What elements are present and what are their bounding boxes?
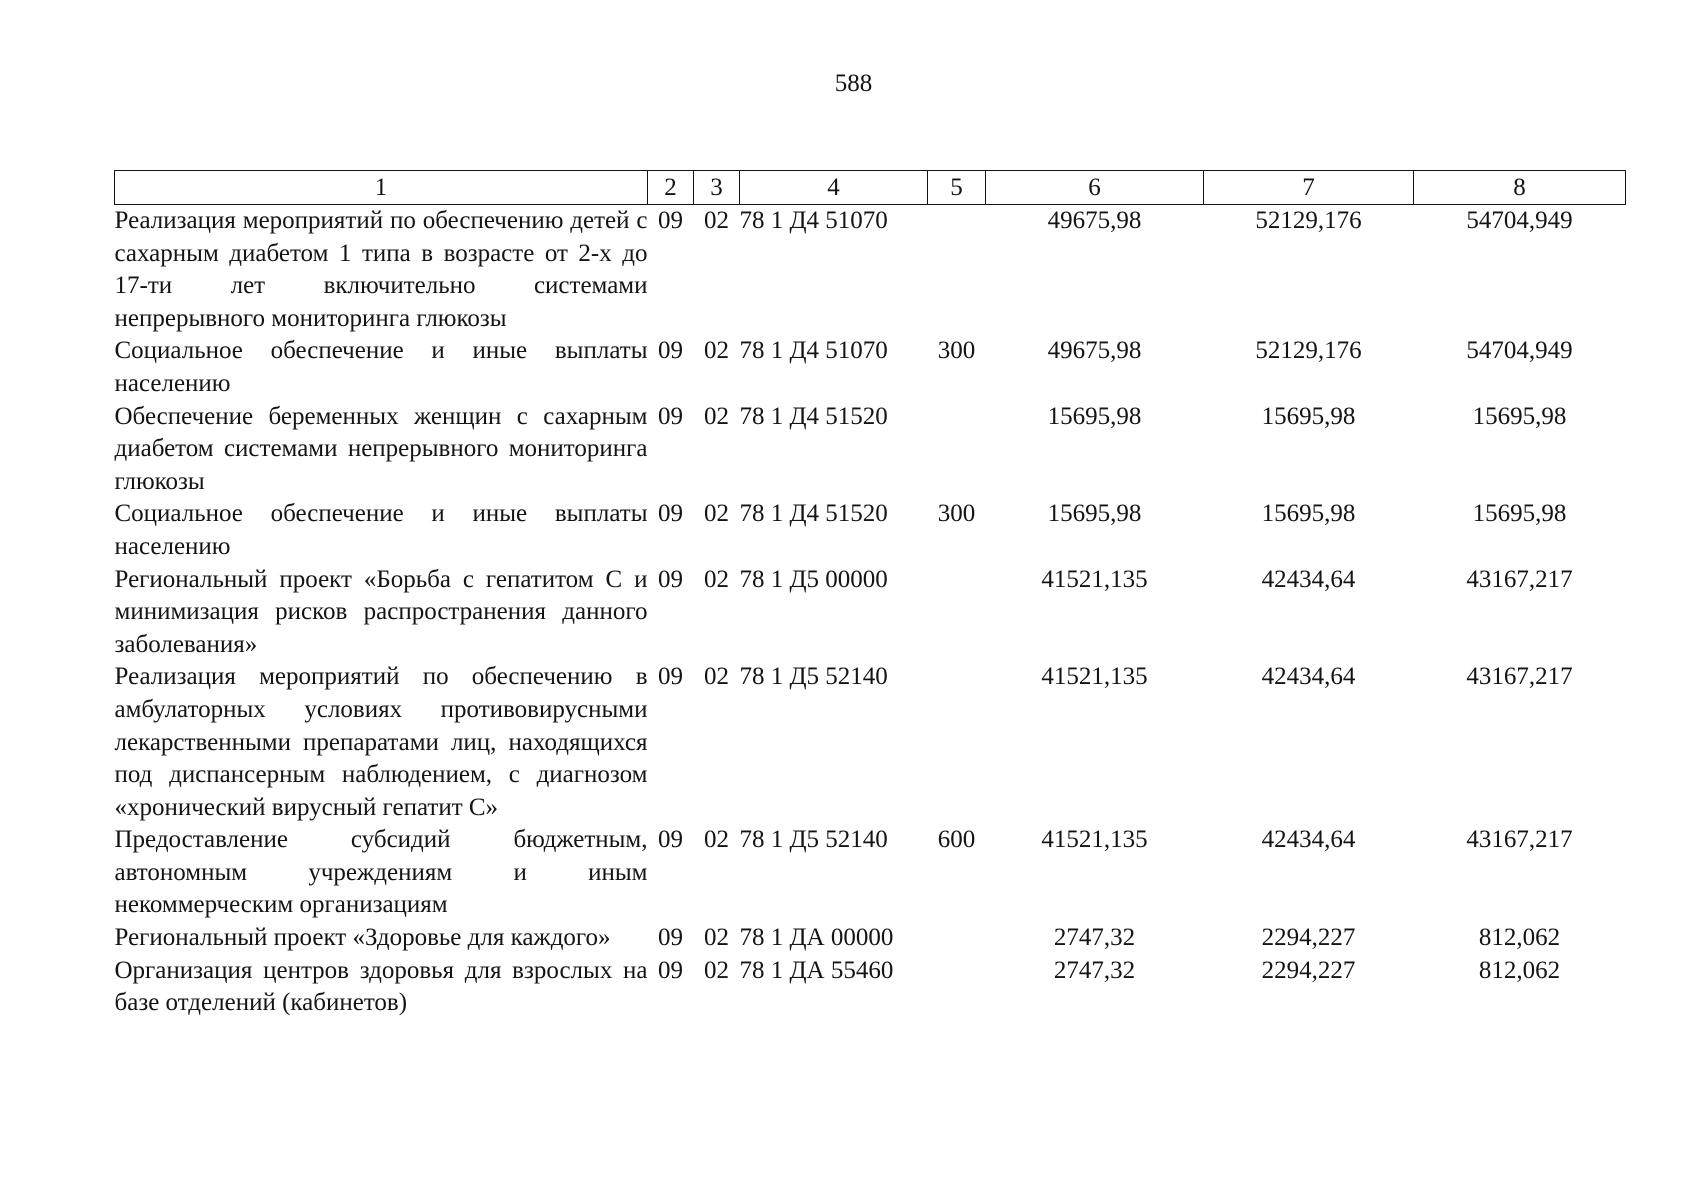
table-row — [115, 564, 1626, 662]
row-subsection: 02 — [704, 207, 729, 234]
row-amount-8: 43167,217 — [1466, 565, 1573, 593]
row-section: 09 — [658, 565, 683, 593]
row-subsection: 02 — [704, 337, 729, 365]
row-expense-type — [928, 661, 986, 824]
row-amount-6: 49675,98 — [1047, 207, 1142, 234]
row-name: Предоставление субсидий бюджетным, автономным учреждениям и иным некоммерческим организациям — [114, 826, 648, 919]
table-row — [115, 205, 1626, 336]
row-amount-6: 2747,32 — [1053, 924, 1136, 952]
row-expense-type — [928, 401, 986, 499]
row-expense-type — [928, 205, 986, 336]
row-amount-7: 2294,227 — [1261, 924, 1356, 952]
row-section: 09 — [658, 924, 683, 952]
row-amount-6: 41521,135 — [1041, 565, 1148, 593]
column-header-5: 5 — [928, 171, 986, 205]
table-row — [115, 955, 1626, 1020]
row-target-code: 78 1 Д5 52140 — [739, 826, 888, 854]
row-name: Обеспечение беременных женщин с сахарным диабетом системами непрерывного мониторинга глюкозы — [114, 402, 648, 495]
row-expense-type — [928, 564, 986, 662]
header-row — [115, 171, 1626, 205]
row-section: 09 — [658, 402, 683, 430]
row-amount-8: 43167,217 — [1466, 663, 1573, 691]
row-name: Социальное обеспечение и иные выплаты населению — [114, 337, 648, 397]
row-expense-type — [928, 922, 986, 955]
column-header-6: 6 — [986, 171, 1204, 205]
row-section: 09 — [658, 337, 683, 365]
row-name: Реализация мероприятий по обеспечению в амбулаторных условиях противовирусными лекарственными препаратами лиц, находящихся под диспансерным наблюдением, с диагнозом «хронический вирусный гепатит С» — [114, 663, 648, 821]
row-amount-6: 41521,135 — [1041, 826, 1148, 854]
row-amount-7: 52129,176 — [1255, 207, 1362, 234]
row-subsection: 02 — [704, 402, 729, 430]
column-header-7: 7 — [1204, 171, 1414, 205]
row-amount-8: 54704,949 — [1466, 337, 1573, 365]
row-expense-type: 600 — [937, 826, 976, 854]
row-target-code: 78 1 Д4 51070 — [739, 337, 888, 365]
row-subsection: 02 — [704, 663, 729, 691]
row-subsection: 02 — [704, 956, 729, 984]
row-amount-6: 49675,98 — [1047, 337, 1142, 365]
row-target-code: 78 1 Д5 52140 — [739, 663, 888, 691]
row-target-code: 78 1 Д4 51520 — [739, 500, 888, 528]
row-name: Организация центров здоровья для взрослых на базе отделений (кабинетов) — [114, 956, 648, 1017]
row-section: 09 — [658, 207, 683, 234]
row-amount-8: 54704,949 — [1466, 207, 1573, 234]
column-header-2: 2 — [648, 171, 694, 205]
row-expense-type: 300 — [937, 500, 976, 528]
row-amount-8: 15695,98 — [1472, 500, 1567, 528]
row-name: Реализация мероприятий по обеспечению детей с сахарным диабетом 1 типа в возрасте от 2-х до 17-ти лет включительно системами непрерывного мониторинга глюкозы — [114, 207, 648, 332]
row-amount-6: 15695,98 — [1047, 402, 1142, 430]
row-name: Социальное обеспечение и иные выплаты населению — [114, 500, 648, 560]
page-number: 588 — [834, 70, 873, 97]
row-target-code: 78 1 ДА 00000 — [739, 924, 894, 952]
row-section: 09 — [658, 500, 683, 528]
column-header-8: 8 — [1414, 171, 1626, 205]
table-row — [115, 335, 1626, 400]
row-amount-8: 15695,98 — [1472, 402, 1567, 430]
row-target-code: 78 1 ДА 55460 — [739, 956, 894, 984]
row-amount-6: 2747,32 — [1053, 956, 1136, 984]
row-section: 09 — [658, 956, 683, 984]
table-row — [115, 401, 1626, 499]
row-subsection: 02 — [704, 565, 729, 593]
table-row — [115, 824, 1626, 922]
row-amount-8: 43167,217 — [1466, 826, 1573, 854]
row-target-code: 78 1 Д5 00000 — [739, 565, 888, 593]
row-amount-7: 52129,176 — [1255, 337, 1362, 365]
row-amount-8: 812,062 — [1478, 956, 1561, 984]
row-subsection: 02 — [704, 500, 729, 528]
budget-table — [114, 170, 1626, 1020]
column-header-3: 3 — [694, 171, 740, 205]
table-row — [115, 498, 1626, 563]
row-amount-6: 15695,98 — [1047, 500, 1142, 528]
row-amount-7: 2294,227 — [1261, 956, 1356, 984]
row-amount-7: 42434,64 — [1261, 663, 1356, 691]
row-subsection: 02 — [704, 826, 729, 854]
row-section: 09 — [658, 826, 683, 854]
row-expense-type — [928, 955, 986, 1020]
row-expense-type: 300 — [937, 337, 976, 365]
row-amount-8: 812,062 — [1478, 924, 1561, 952]
row-amount-7: 15695,98 — [1261, 500, 1356, 528]
column-header-4: 4 — [740, 171, 928, 205]
column-header-1: 1 — [115, 171, 648, 205]
row-name: Региональный проект «Здоровье для каждого» — [114, 924, 611, 952]
row-target-code: 78 1 Д4 51520 — [739, 402, 888, 430]
table-row — [115, 922, 1626, 955]
row-section: 09 — [658, 663, 683, 691]
table-row — [115, 661, 1626, 824]
row-target-code: 78 1 Д4 51070 — [739, 207, 888, 234]
row-amount-7: 42434,64 — [1261, 565, 1356, 593]
row-name: Региональный проект «Борьба с гепатитом С и минимизация рисков распространения данного заболевания» — [114, 565, 648, 658]
row-subsection: 02 — [704, 924, 729, 952]
row-amount-7: 42434,64 — [1261, 826, 1356, 854]
row-amount-7: 15695,98 — [1261, 402, 1356, 430]
row-amount-6: 41521,135 — [1041, 663, 1148, 691]
